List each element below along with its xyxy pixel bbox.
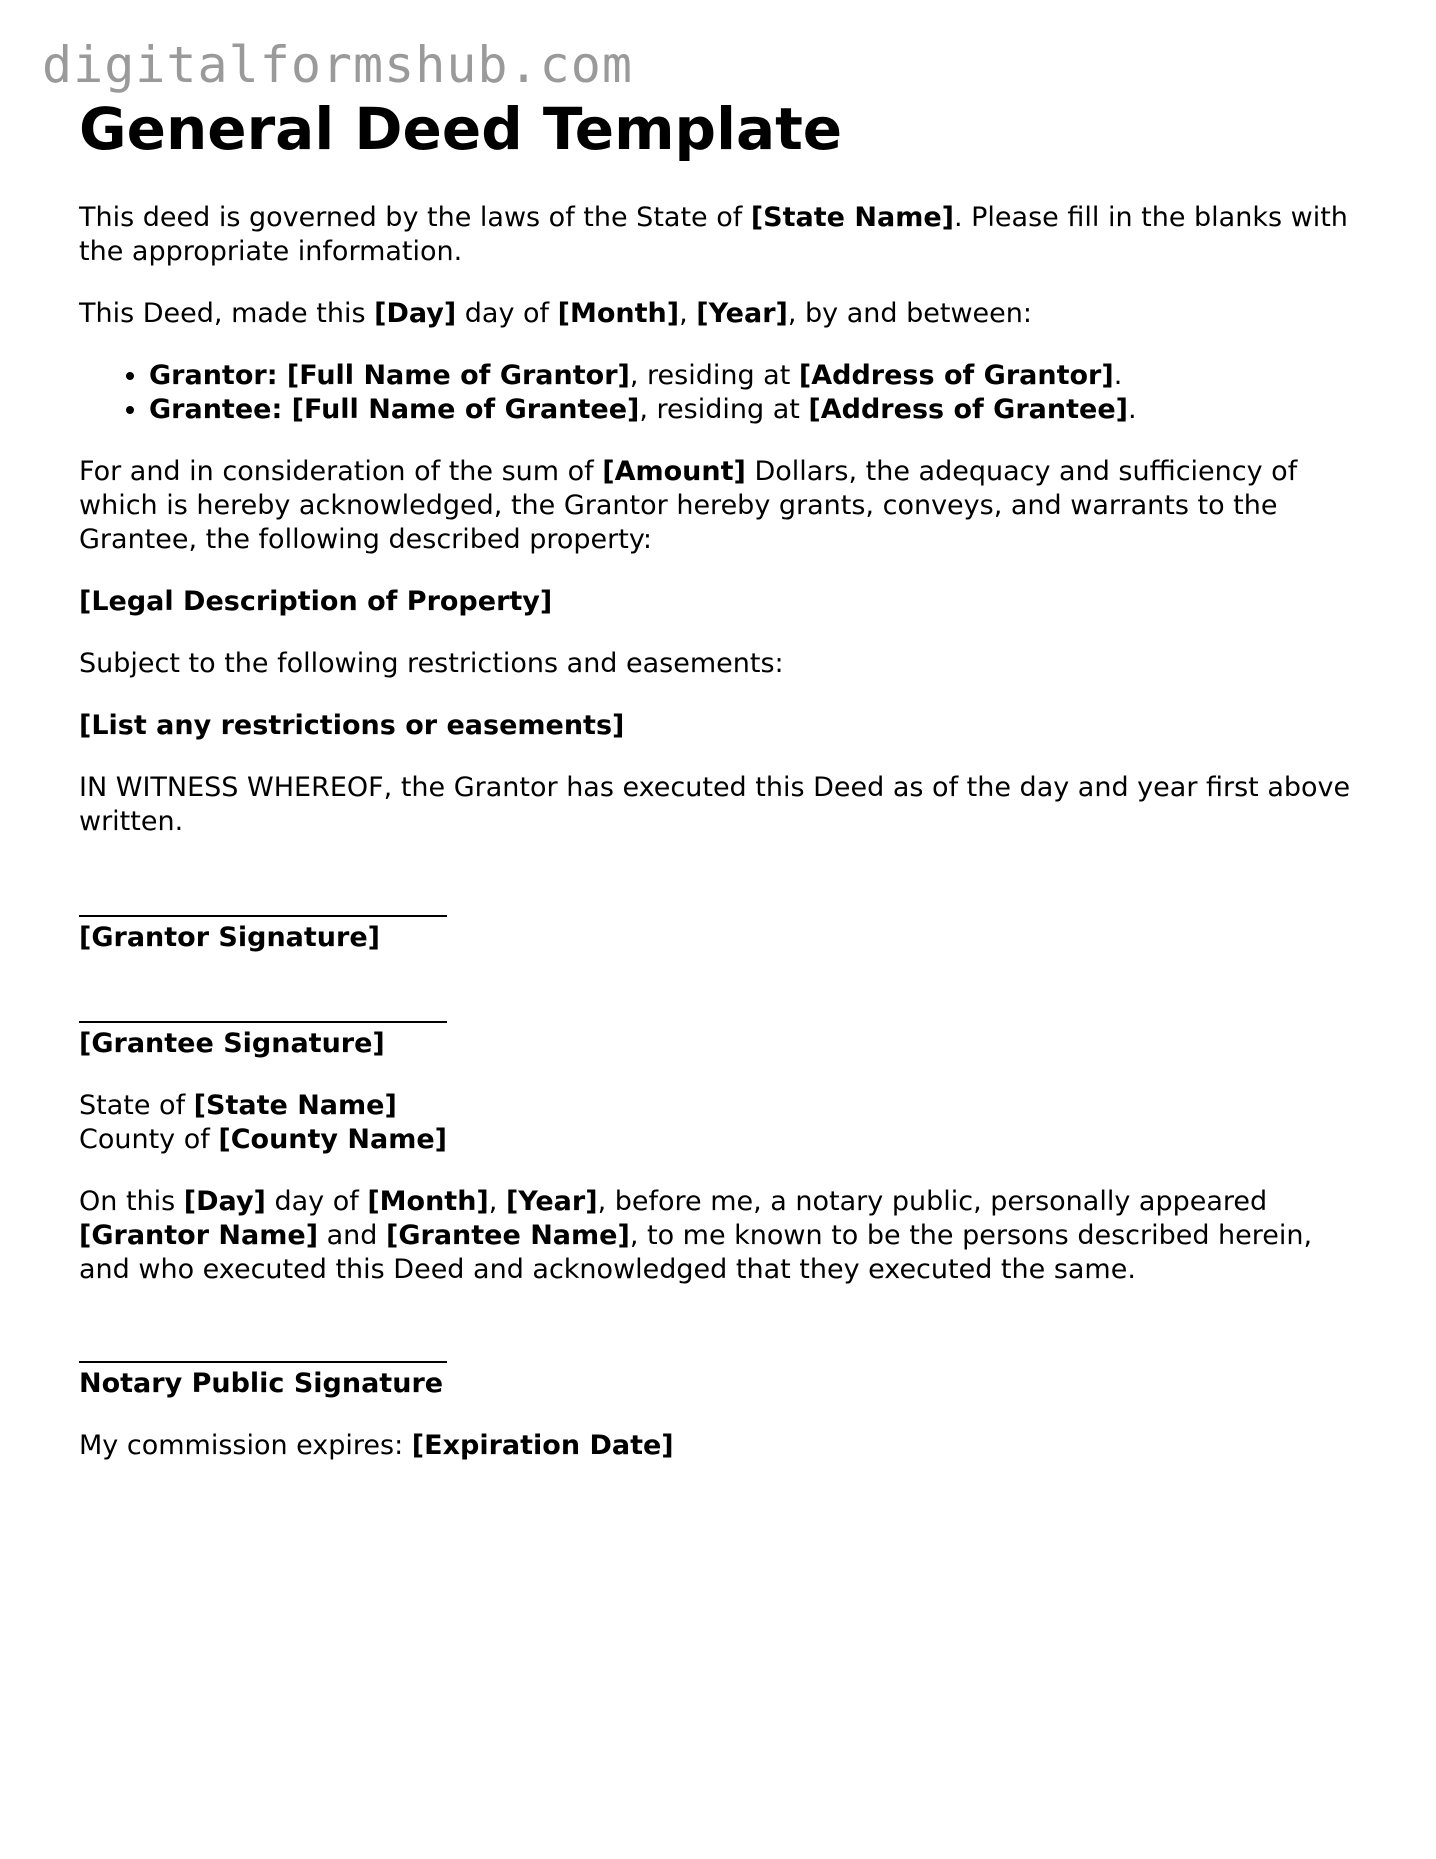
restrictions-paragraph	[79, 709, 1369, 743]
intro-paragraph	[79, 201, 1369, 269]
intro-text-1: This deed is governed by the laws of the State of	[79, 201, 751, 233]
made-year-field: [Year]	[696, 297, 788, 329]
commission-paragraph	[79, 1429, 1369, 1463]
ack-text-6: , to me known to be the persons described herein, and who executed this Deed and acknowledged that they executed the same.	[79, 1219, 1313, 1285]
ack-text-1: On this	[79, 1185, 184, 1217]
ack-month-field: [Month]	[367, 1185, 489, 1217]
party-item-grantee	[149, 393, 1369, 427]
amount-field: [Amount]	[602, 455, 746, 487]
consideration-text-2: Dollars, the adequacy and sufficiency of which is hereby acknowledged, the Grantor hereby grants, conveys, and warrants to the Grantee, the following described property:	[79, 455, 1298, 555]
made-text-3: ,	[679, 297, 697, 329]
venue-state-label: State of	[79, 1089, 194, 1121]
made-month-field: [Month]	[557, 297, 680, 329]
legal-description-paragraph	[79, 585, 1369, 619]
made-day-field: [Day]	[374, 297, 457, 329]
grantor-end-text: .	[1113, 359, 1123, 391]
legal-description-field: [Legal Description of Property]	[79, 585, 553, 617]
grantee-signature-label: [Grantee Signature]	[79, 1027, 385, 1059]
document-page	[79, 96, 1369, 1491]
grantor-signature-block	[79, 879, 1369, 955]
grantee-address-field: [Address of Grantee]	[808, 393, 1128, 425]
notary-signature-label: Notary Public Signature	[79, 1367, 444, 1399]
made-text-1: This Deed, made this	[79, 297, 375, 329]
venue-county-label: County of	[79, 1123, 219, 1155]
made-text-4: , by and between:	[787, 297, 1032, 329]
grantee-signature-line	[79, 985, 447, 1023]
grantee-residing-text: , residing at	[639, 393, 809, 425]
ack-year-field: [Year]	[505, 1185, 598, 1217]
grantor-signature-label: [Grantor Signature]	[79, 921, 380, 953]
grantee-end-text: .	[1127, 393, 1137, 425]
commission-date-field: [Expiration Date]	[411, 1429, 674, 1461]
notary-signature-block	[79, 1325, 1369, 1401]
ack-text-2: day of	[265, 1185, 368, 1217]
ack-grantor-name-field: [Grantor Name]	[79, 1219, 319, 1251]
venue-county-field: [County Name]	[218, 1123, 448, 1155]
grantor-name-field: Grantor: [Full Name of Grantor]	[149, 359, 630, 391]
consideration-paragraph	[79, 455, 1369, 557]
ack-day-field: [Day]	[183, 1185, 266, 1217]
subject-to-paragraph: Subject to the following restrictions and easements:	[79, 647, 784, 679]
restrictions-field: [List any restrictions or easements]	[79, 709, 625, 741]
watermark: digitalformshub.com	[42, 36, 633, 94]
ack-text-5: and	[318, 1219, 387, 1251]
notary-signature-line	[79, 1325, 447, 1363]
party-item-grantor	[149, 359, 1369, 393]
venue-paragraph	[79, 1089, 1369, 1157]
grantee-signature-block	[79, 985, 1369, 1061]
page-title: General Deed Template	[79, 95, 843, 163]
ack-text-4: , before me, a notary public, personally appeared	[597, 1185, 1268, 1217]
grantor-signature-line	[79, 879, 447, 917]
ack-text-3: ,	[488, 1185, 506, 1217]
witness-paragraph: IN WITNESS WHEREOF, the Grantor has executed this Deed as of the day and year first above written.	[79, 771, 1351, 837]
made-text-2: day of	[456, 297, 558, 329]
ack-grantee-name-field: [Grantee Name]	[386, 1219, 630, 1251]
parties-list	[79, 359, 1369, 427]
intro-text-2: . Please fill in the blanks with the appropriate information.	[79, 201, 1348, 267]
venue-state-field: [State Name]	[193, 1089, 397, 1121]
made-paragraph	[79, 297, 1369, 331]
grantee-name-field: Grantee: [Full Name of Grantee]	[149, 393, 640, 425]
commission-label: My commission expires:	[79, 1429, 412, 1461]
intro-state-field: [State Name]	[750, 201, 954, 233]
grantor-address-field: [Address of Grantor]	[798, 359, 1114, 391]
acknowledgment-paragraph	[79, 1185, 1369, 1287]
grantor-residing-text: , residing at	[629, 359, 799, 391]
consideration-text-1: For and in consideration of the sum of	[79, 455, 603, 487]
